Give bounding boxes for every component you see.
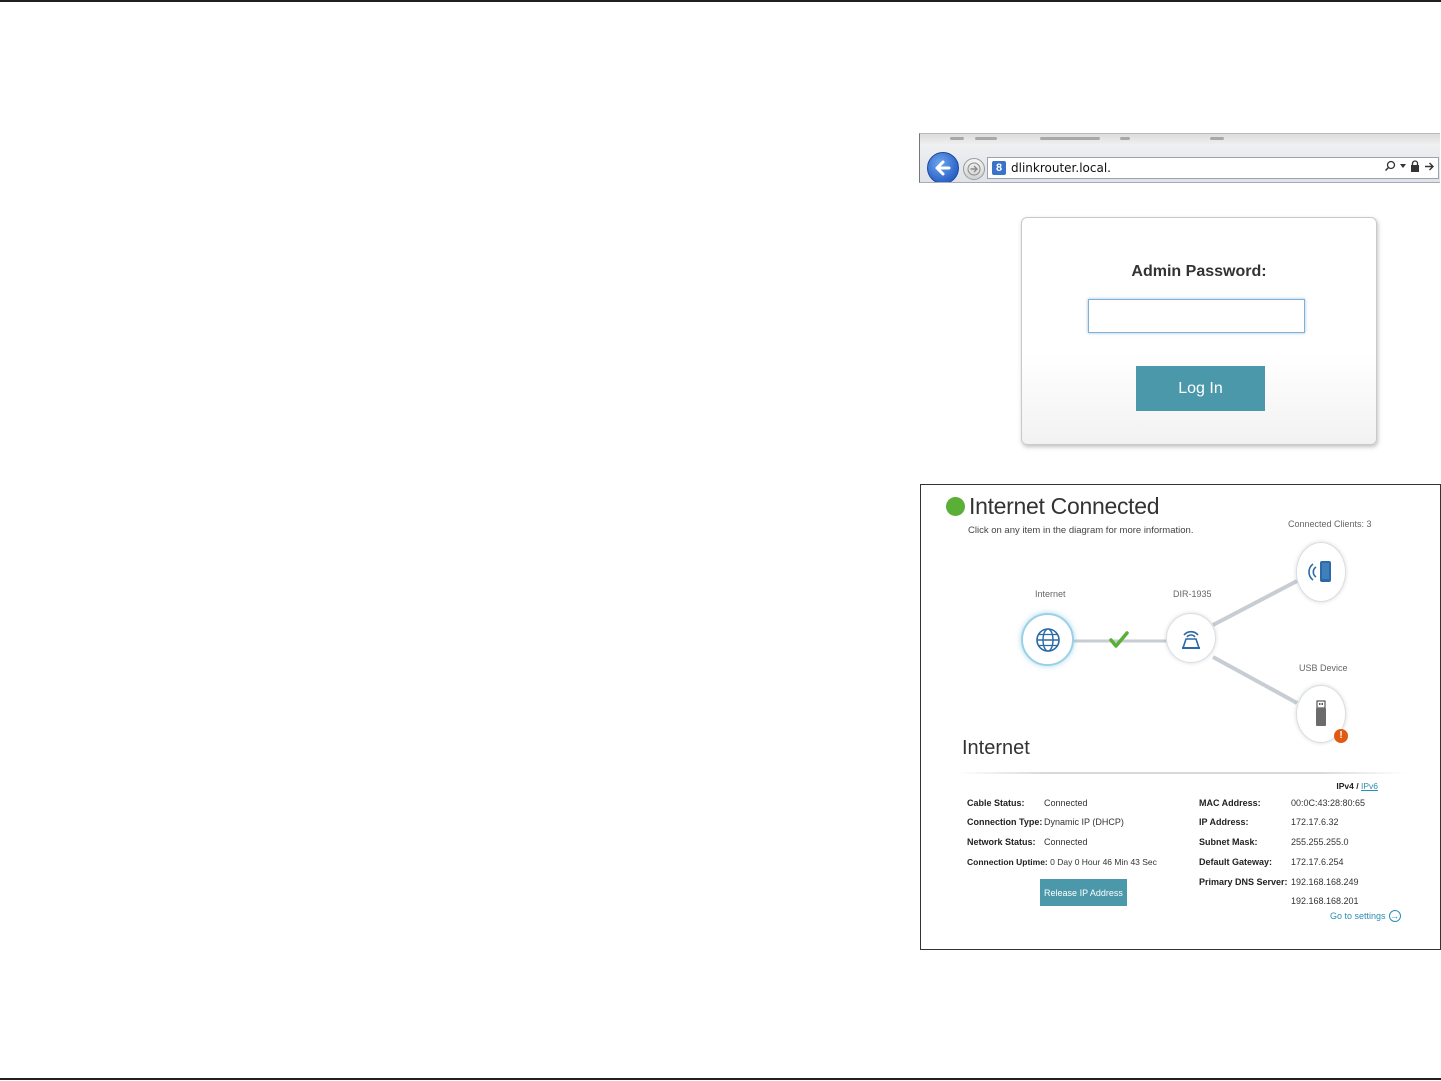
address-tools [1384, 160, 1435, 172]
browser-toolbar [919, 133, 1440, 183]
detail-key: MAC Address: [1199, 798, 1261, 808]
go-to-settings-label: Go to settings [1330, 911, 1386, 921]
section-title: Internet [962, 737, 1030, 759]
status-title: Internet Connected [969, 493, 1160, 519]
connected-clients-label: Connected Clients: 3 [1288, 519, 1372, 529]
forward-button[interactable] [963, 158, 985, 180]
detail-row [967, 798, 1025, 809]
admin-password-label: Admin Password: [1131, 263, 1267, 280]
detail-row [1291, 896, 1359, 907]
detail-value: 172.17.6.32 [1291, 817, 1339, 827]
detail-row [1199, 857, 1272, 868]
detail-value: Connected [1044, 837, 1088, 847]
detail-row [967, 857, 1157, 868]
ipv6-link[interactable]: IPv6 [1360, 781, 1378, 791]
detail-row [1199, 817, 1249, 828]
admin-password-input[interactable] [1088, 299, 1305, 333]
detail-row [1044, 798, 1088, 809]
detail-key: Network Status: [967, 837, 1036, 847]
internet-status-panel [920, 484, 1441, 950]
detail-key: Subnet Mask: [1199, 837, 1258, 847]
detail-row [1291, 877, 1359, 888]
clients-node[interactable] [1296, 542, 1346, 602]
usb-device-label: USB Device [1299, 663, 1348, 673]
bottom-rule [0, 1078, 1441, 1080]
top-rule [0, 0, 1441, 2]
back-button[interactable] [927, 152, 959, 183]
router-node[interactable] [1166, 613, 1216, 663]
detail-row [1291, 798, 1365, 809]
detail-value: 192.168.168.201 [1291, 896, 1359, 906]
detail-row [1199, 877, 1288, 888]
detail-key: Default Gateway: [1199, 857, 1273, 867]
detail-value: 192.168.168.249 [1291, 877, 1359, 887]
status-subtitle: Click on any item in the diagram for more information. [968, 525, 1194, 536]
internet-node[interactable] [1021, 613, 1074, 666]
address-bar[interactable] [987, 157, 1439, 179]
detail-key: Cable Status: [967, 798, 1025, 808]
detail-row [1044, 837, 1088, 848]
ip-version-separator: / [1356, 781, 1359, 791]
detail-value: 255.255.255.0 [1291, 837, 1349, 847]
warning-icon[interactable]: ! [1334, 729, 1348, 743]
login-card [1021, 217, 1377, 445]
detail-value: Dynamic IP (DHCP) [1044, 817, 1124, 827]
detail-value: 00:0C:43:28:80:65 [1291, 798, 1366, 808]
usb-drive-icon [1314, 700, 1328, 728]
detail-value: Connected [1044, 798, 1088, 808]
detail-row [1291, 837, 1349, 848]
search-icon[interactable] [1384, 160, 1396, 172]
ip-version-switch [1336, 781, 1378, 791]
ipv4-tab[interactable]: IPv4 [1336, 781, 1354, 791]
wireless-device-icon [1306, 559, 1336, 585]
release-ip-button[interactable]: Release IP Address [1040, 879, 1127, 906]
detail-row [1199, 798, 1261, 809]
detail-row [1199, 837, 1258, 848]
detail-row [1291, 857, 1344, 868]
detail-key: Connection Type: [967, 817, 1043, 827]
favicon-icon: 8 [992, 161, 1006, 175]
section-divider [957, 772, 1407, 774]
arrow-left-icon [933, 158, 953, 178]
router-icon [1177, 624, 1205, 652]
detail-value: 172.17.6.254 [1291, 857, 1344, 867]
detail-row [967, 837, 1036, 848]
router-node-label: DIR-1935 [1173, 589, 1212, 599]
detail-value: 0 Day 0 Hour 46 Min 43 Sec [1050, 857, 1157, 867]
url-text: dlinkrouter.local. [1011, 161, 1111, 175]
network-diagram [921, 485, 1440, 755]
detail-key: IP Address: [1199, 817, 1249, 827]
dropdown-icon[interactable] [1400, 163, 1406, 169]
detail-row [1291, 817, 1339, 828]
internet-node-label: Internet [1035, 589, 1066, 599]
login-button[interactable]: Log In [1136, 366, 1265, 411]
detail-key: Connection Uptime: [967, 857, 1048, 867]
go-to-settings-link[interactable] [1330, 910, 1401, 922]
detail-row [967, 817, 1042, 828]
lock-icon[interactable] [1410, 160, 1420, 172]
connected-check-icon [1109, 631, 1129, 649]
arrow-circle-right-icon: → [1390, 911, 1400, 921]
detail-key: Primary DNS Server: [1199, 877, 1288, 887]
arrow-right-icon [967, 162, 981, 176]
go-icon[interactable] [1424, 161, 1435, 172]
tab-strip [920, 134, 1440, 144]
detail-row [1044, 817, 1124, 828]
globe-icon [1035, 627, 1061, 653]
